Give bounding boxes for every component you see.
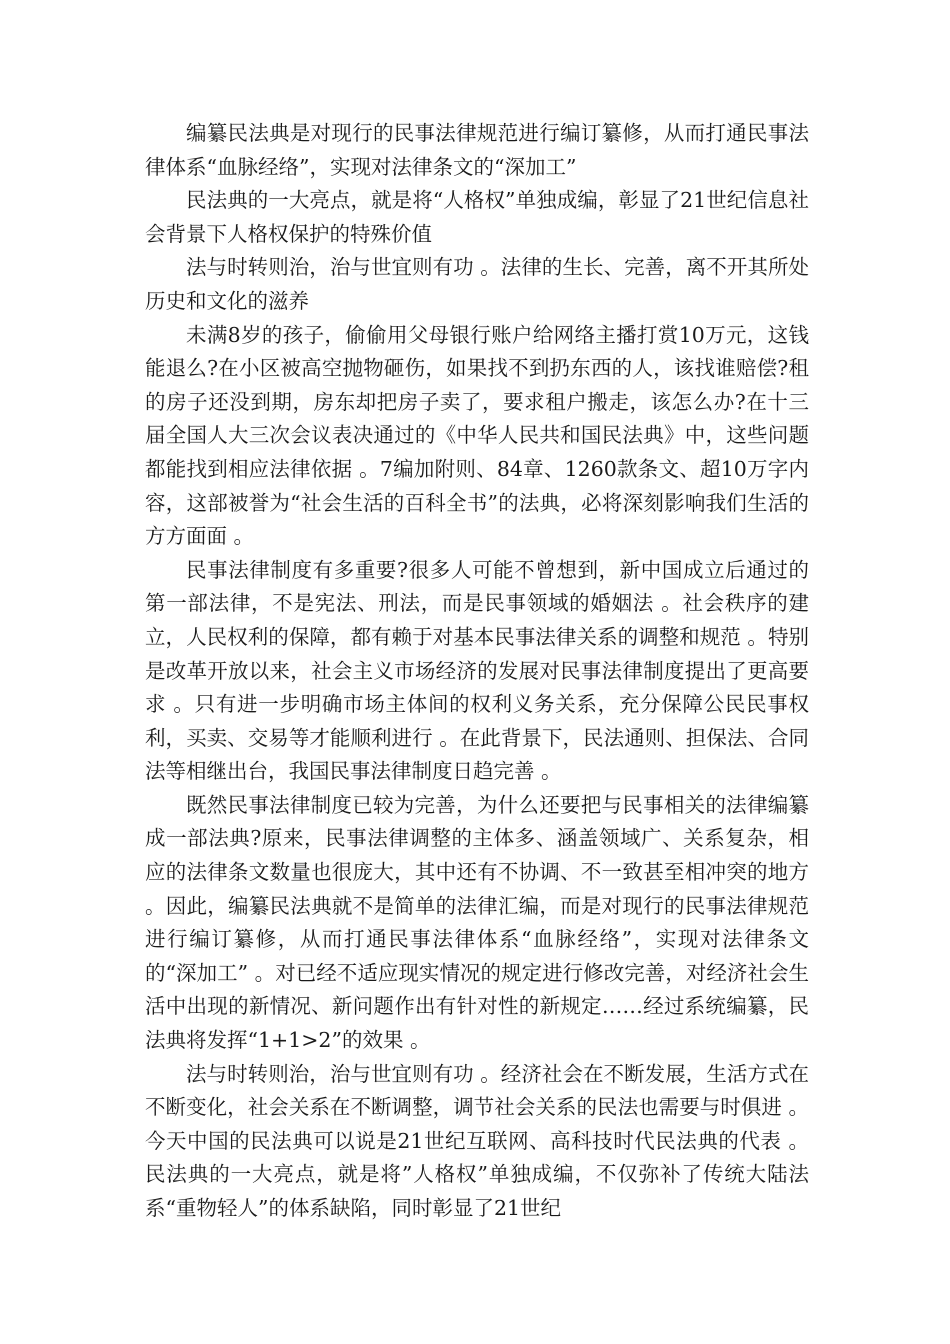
paragraph: 既然民事法律制度已较为完善，为什么还要把与民事相关的法律编纂成一部法典?原来，民事法律调整的主体多、涵盖领域广、关系复杂，相应的法律条文数量也很庞大，其中还有不协调、不一致甚至相冲突的地方 。因此，编纂民法典就不是简单的法律汇编，而是对现行的民事法律规范进行编订纂修，从而打通民事法律体系“血脉经络”，实现对法律条文的“深加工” 。对已经不适应现实情况的规定进行修改完善，对经济社会生活中出现的新情况、新问题作出有针对性的新规定……经过系统编纂，民法典将发挥“1+1>2”的效果 。 bbox=[145, 792, 809, 1053]
paragraph: 未满8岁的孩子，偷偷用父母银行账户给网络主播打赏10万元，这钱能退么?在小区被高空抛物砸伤，如果找不到扔东西的人，该找谁赔偿?租的房子还没到期，房东却把房子卖了，要求租户搬走，该怎么办?在十三届全国人大三次会议表决通过的《中华人民共和国民法典》中，这些问题都能找到相应法律依据 。7编加附则、84章、1260款条文、超10万字内容，这部被誉为“社会生活的百科全书”的法典，必将深刻影响我们生活的方方面面 。 bbox=[145, 322, 809, 549]
paragraph: 编纂民法典是对现行的民事法律规范进行编订纂修，从而打通民事法律体系“血脉经络”，实现对法律条文的“深加工” bbox=[145, 121, 809, 179]
paragraph: 法与时转则治，治与世宜则有功 。经济社会在不断发展，生活方式在不断变化，社会关系在不断调整，调节社会关系的民法也需要与时俱进 。今天中国的民法典可以说是21世纪互联网、高科技时代民法典的代表 。民法典的一大亮点，就是将”人格权”单独成编，不仅弥补了传统大陆法系“重物轻人”的体系缺陷，同时彰显了21世纪 bbox=[145, 1061, 809, 1220]
paragraph: 法与时转则治，治与世宜则有功 。法律的生长、完善，离不开其所处历史和文化的滋养 bbox=[145, 255, 809, 313]
paragraph: 民事法律制度有多重要?很多人可能不曾想到，新中国成立后通过的第一部法律，不是宪法、刑法，而是民事领域的婚姻法 。社会秩序的建立，人民权利的保障，都有赖于对基本民事法律关系的调整和规范 。特别是改革开放以来，社会主义市场经济的发展对民事法律制度提出了更高要求 。只有进一步明确市场主体间的权利义务关系，充分保障公民民事权利，买卖、交易等才能顺利进行 。在此背景下，民法通则、担保法、合同法等相继出台，我国民事法律制度日趋完善 。 bbox=[145, 557, 809, 784]
paragraph: 民法典的一大亮点，就是将“人格权”单独成编，彰显了21世纪信息社会背景下人格权保护的特殊价值 bbox=[145, 188, 809, 246]
document-body bbox=[145, 117, 809, 1226]
